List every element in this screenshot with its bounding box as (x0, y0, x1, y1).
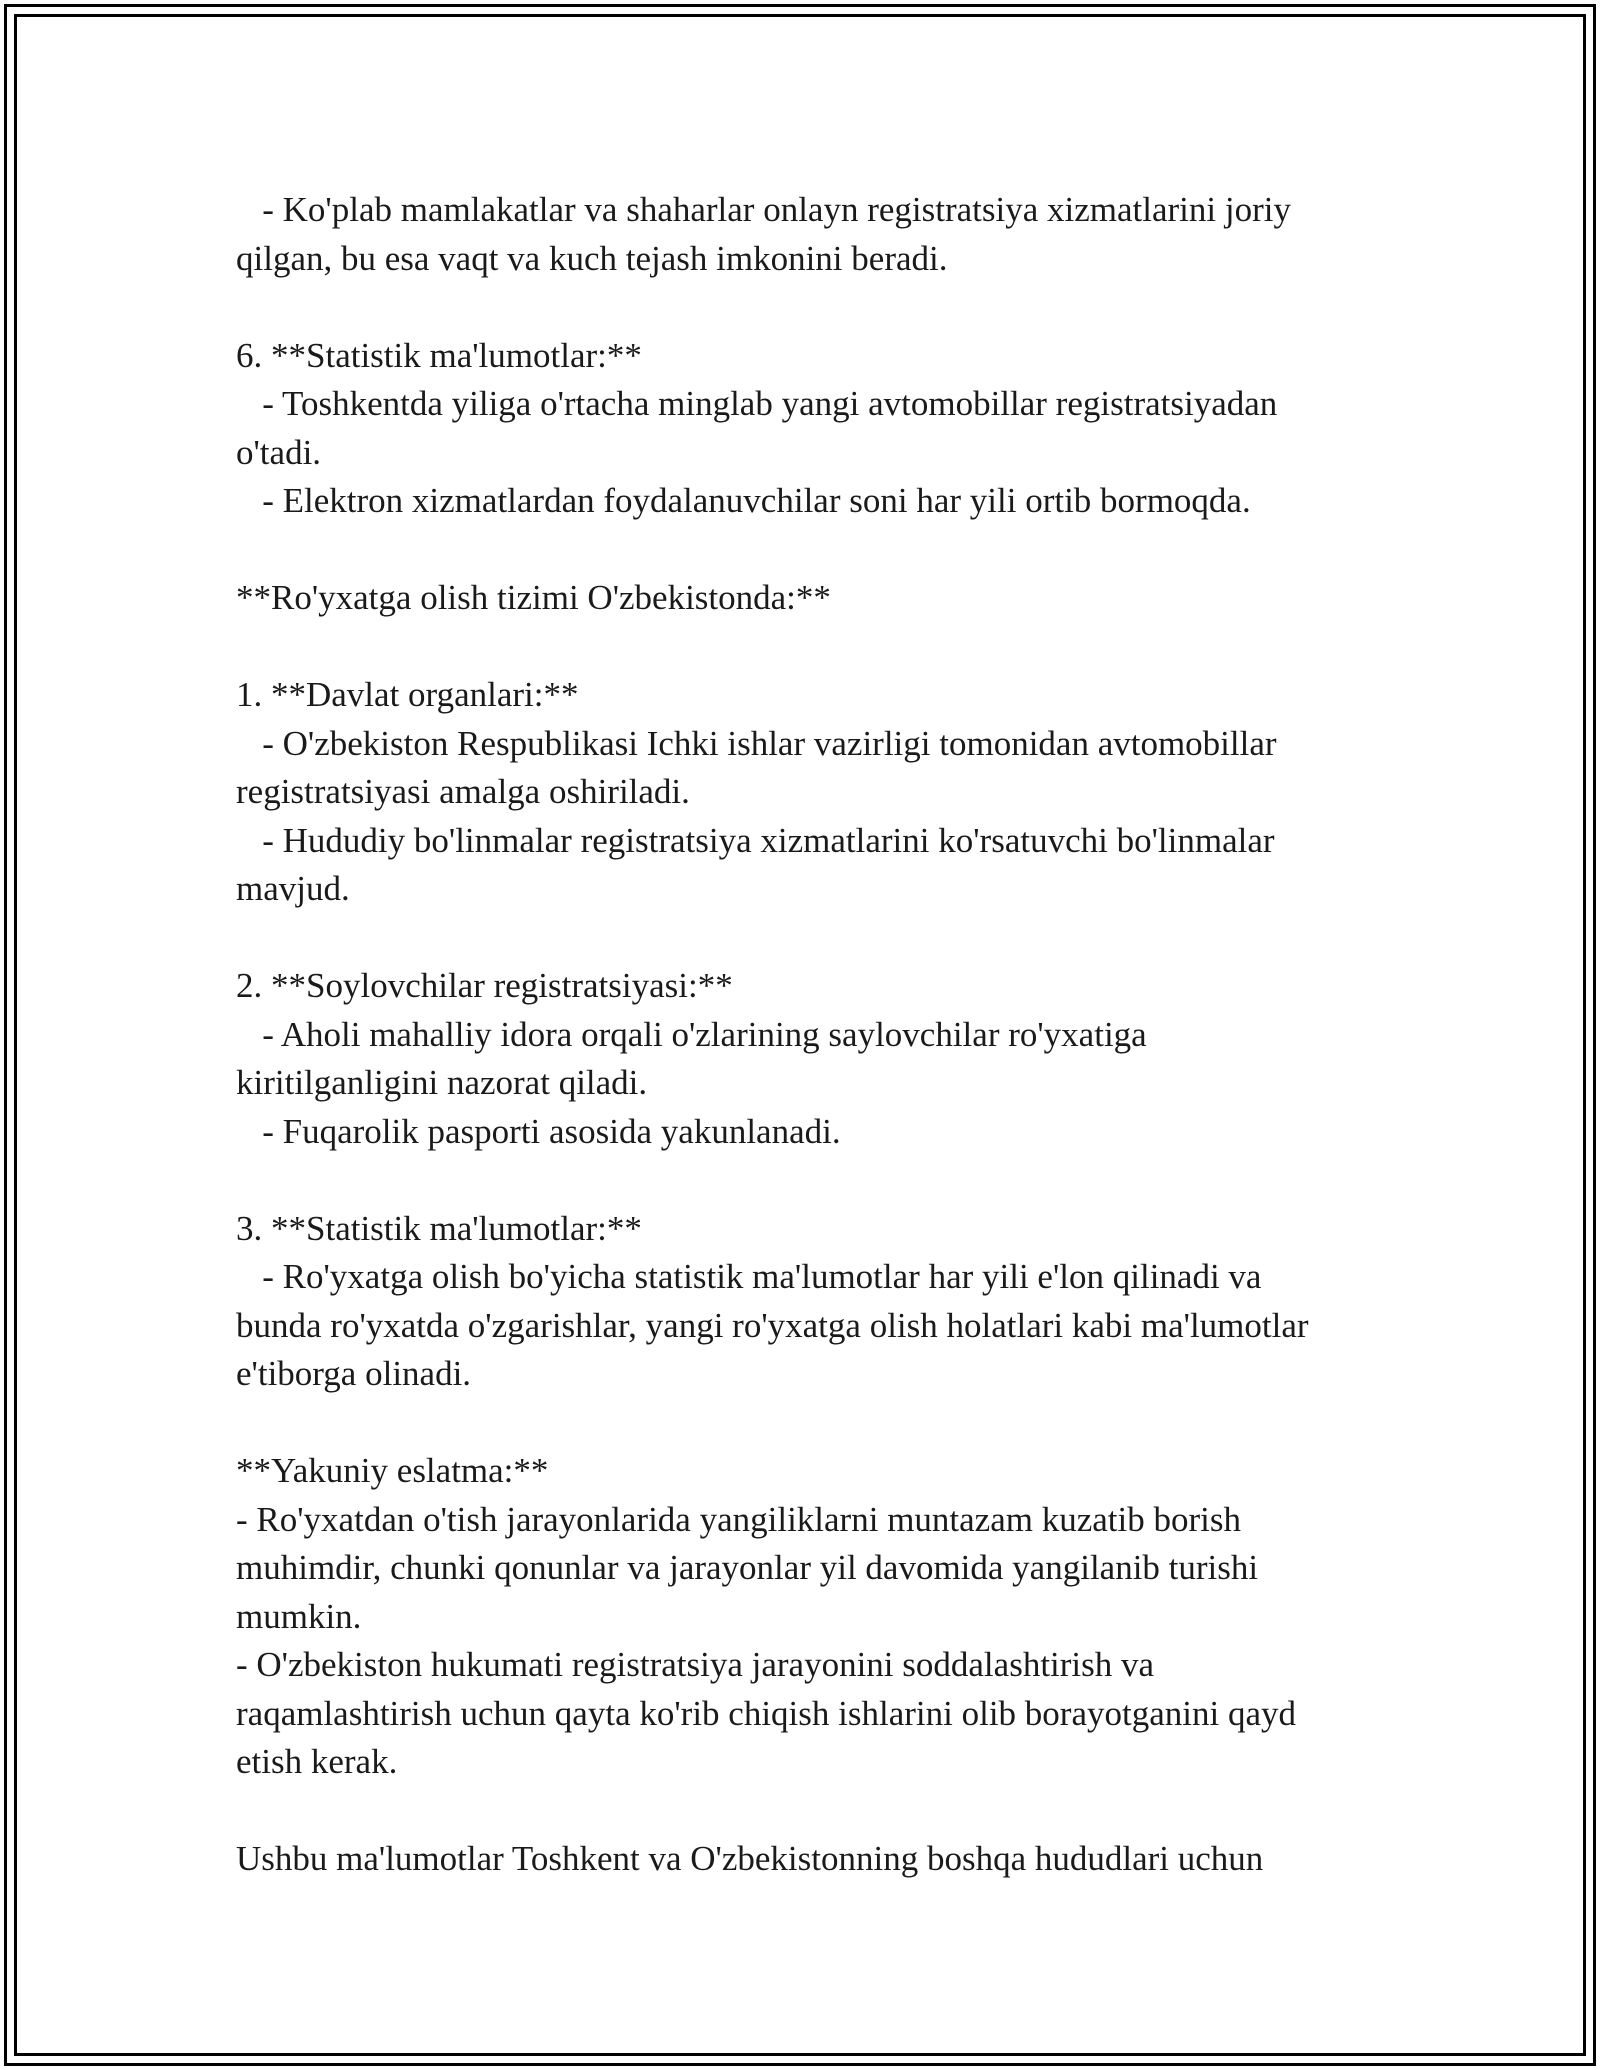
text-line: Ushbu ma'lumotlar Toshkent va O'zbekistonning boshqa hududlari uchun (236, 1839, 1264, 1878)
section-heading: 2. **Soylovchilar registratsiyasi:** (236, 966, 733, 1005)
text-line: registratsiyasi amalga oshiriladi. (236, 772, 690, 811)
section-heading: **Ro'yxatga olish tizimi O'zbekistonda:** (236, 578, 831, 617)
section-heading: 3. **Statistik ma'lumotlar:** (236, 1208, 642, 1248)
text-line: - Ko'plab mamlakatlar va shaharlar onlayn registratsiya xizmatlarini joriy (236, 190, 1291, 229)
text-line: mumkin. (236, 1596, 362, 1636)
text-line: raqamlashtirish uchun qayta ko'rib chiqish ishlarini olib borayotganini qayd (236, 1693, 1296, 1733)
text-line: mavjud. (236, 869, 350, 908)
blank-line (236, 623, 1366, 672)
text-line: kiritilganligini nazorat qiladi. (236, 1063, 648, 1102)
text-line: - Ro'yxatga olish bo'yicha statistik ma'lumotlar har yili e'lon qilinadi va (236, 1257, 1262, 1296)
text-line: qilgan, bu esa vaqt va kuch tejash imkonini beradi. (236, 238, 948, 278)
text-line: - Aholi mahalliy idora orqali o'zlarining saylovchilar ro'yxatiga (236, 1014, 1147, 1054)
text-line: - O'zbekiston hukumati registratsiya jarayonini soddalashtirish va (236, 1645, 1155, 1684)
text-line: - Toshkentda yiliga o'rtacha minglab yangi avtomobillar registratsiyadan (236, 384, 1278, 423)
blank-line (236, 283, 1366, 332)
text-line: e'tiborga olinadi. (236, 1354, 472, 1393)
section-heading: 1. **Davlat organlari:** (236, 675, 579, 714)
text-line: - O'zbekiston Respublikasi Ichki ishlar vazirligi tomonidan avtomobillar (236, 723, 1277, 763)
text-line: - Elektron xizmatlardan foydalanuvchilar soni har yili ortib bormoqda. (236, 481, 1251, 520)
text-line: - Ro'yxatdan o'tish jarayonlarida yangiliklarni muntazam kuzatib borish (236, 1499, 1241, 1539)
blank-line (236, 1787, 1366, 1836)
text-line: o'tadi. (236, 432, 322, 472)
section-heading: 6. **Statistik ma'lumotlar:** (236, 335, 642, 375)
text-line: bunda ro'yxatda o'zgarishlar, yangi ro'yxatga olish holatlari kabi ma'lumotlar (236, 1305, 1309, 1345)
text-line: etish kerak. (236, 1742, 398, 1781)
text-line: muhimdir, chunki qonunlar va jarayonlar yil davomida yangilanib turishi (236, 1548, 1259, 1587)
text-line: - Fuqarolik pasporti asosida yakunlanadi. (236, 1111, 841, 1151)
blank-line (236, 1399, 1366, 1448)
document-body (236, 186, 1366, 1884)
section-heading: **Yakuniy eslatma:** (236, 1451, 549, 1490)
blank-line (236, 1156, 1366, 1205)
blank-line (236, 526, 1366, 575)
text-line: - Hududiy bo'linmalar registratsiya xizmatlarini ko'rsatuvchi bo'linmalar (236, 820, 1275, 860)
blank-line (236, 914, 1366, 963)
